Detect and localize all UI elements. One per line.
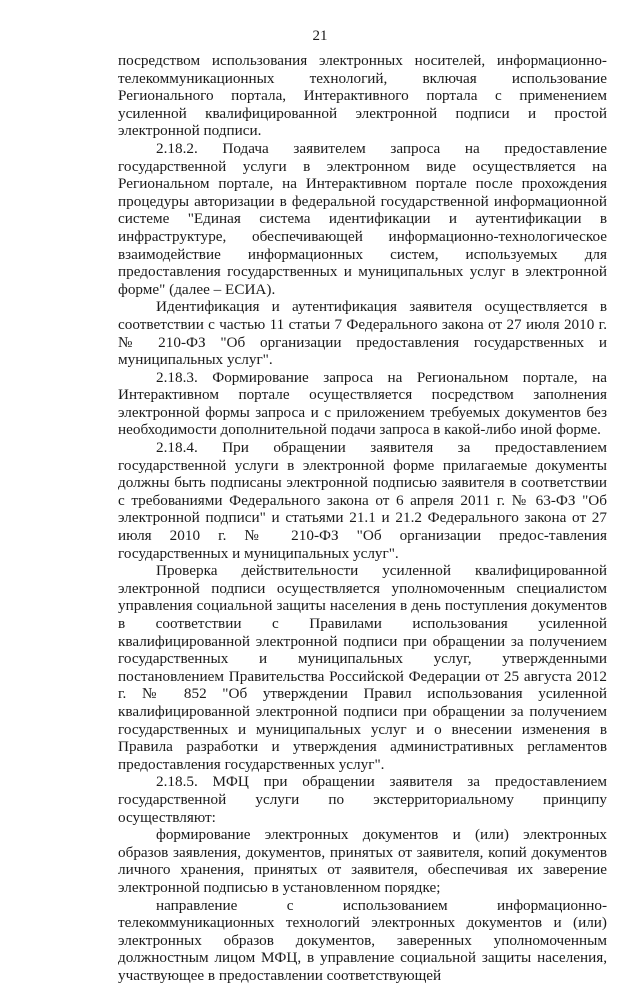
paragraph-2-18-5: 2.18.5. МФЦ при обращении заявителя за предоставлением государственной услуги по экстерриториальному принципу осуществляют:	[118, 773, 607, 826]
paragraph-continuation: посредством использования электронных носителей, информационно-телекоммуникационных технологий, включая использование Регионального портала, Интерактивного портала с применением усиленной квалифицированной электронной подписи и простой электронной подписи.	[118, 52, 607, 140]
document-body	[118, 52, 607, 984]
paragraph-2-18-2: 2.18.2. Подача заявителем запроса на предоставление государственной услуги в электронном виде осуществляется на Региональном портале, на Интерактивном портале после прохождения процедуры авторизации в федеральной государственной информационной системе "Единая система идентификации и аутентификации в инфраструктуре, обеспечивающей информационно-технологическое взаимодействие информационных систем, используемых для предоставления государственных и муниципальных услуг в электронной форме" (далее – ЕСИА).	[118, 140, 607, 298]
paragraph-identification: Идентификация и аутентификация заявителя осуществляется в соответствии с частью 11 статьи 7 Федерального закона от 27 июля 2010 г. № 210-ФЗ "Об организации предоставления государственных и муниципальных услуг".	[118, 298, 607, 368]
paragraph-2-18-4: 2.18.4. При обращении заявителя за предоставлением государственной услуги в электронной форме прилагаемые документы должны быть подписаны электронной подписью заявителя в соответствии с требованиями Федерального закона от 6 апреля 2011 г. № 63-ФЗ "Об электронной подписи" и статьями 21.1 и 21.2 Федерального закона от 27 июля 2010 г. № 210-ФЗ "Об организации предос-тавления государственных и муниципальных услуг".	[118, 439, 607, 562]
paragraph-2-18-3: 2.18.3. Формирование запроса на Региональном портале, на Интерактивном портале осуществляется посредством заполнения электронной формы запроса и с приложением требуемых документов без необходимости дополнительной подачи запроса в какой-либо иной форме.	[118, 369, 607, 439]
paragraph-forming-documents: формирование электронных документов и (или) электронных образов заявления, документов, принятых от заявителя, копий документов личного хранения, принятых от заявителя, обеспечивая их заверение электронной подписью в установленном порядке;	[118, 826, 607, 896]
paragraph-sending-documents: направление с использованием информационно-телекоммуникационных технологий электронных документов и (или) электронных образов документов, заверенных уполномоченным должностным лицом МФЦ, в управление социальной защиты населения, участвующее в предоставлении соответствующей	[118, 897, 607, 984]
page-number: 21	[0, 28, 640, 45]
paragraph-signature-check: Проверка действительности усиленной квалифицированной электронной подписи осуществляется уполномоченным специалистом управления социальной защиты населения в день поступления документов в соответствии с Правилами использования усиленной квалифицированной электронной подписи при обращении за получением государственных и муниципальных услуг, утвержденными постановлением Правительства Российской Федерации от 25 августа 2012 г. № 852 "Об утверждении Правил использования усиленной квалифицированной электронной подписи при обращении за получением государственных и муниципальных услуг и о внесении изменения в Правила разработки и утверждения административных регламентов предоставления государственных услуг".	[118, 562, 607, 773]
